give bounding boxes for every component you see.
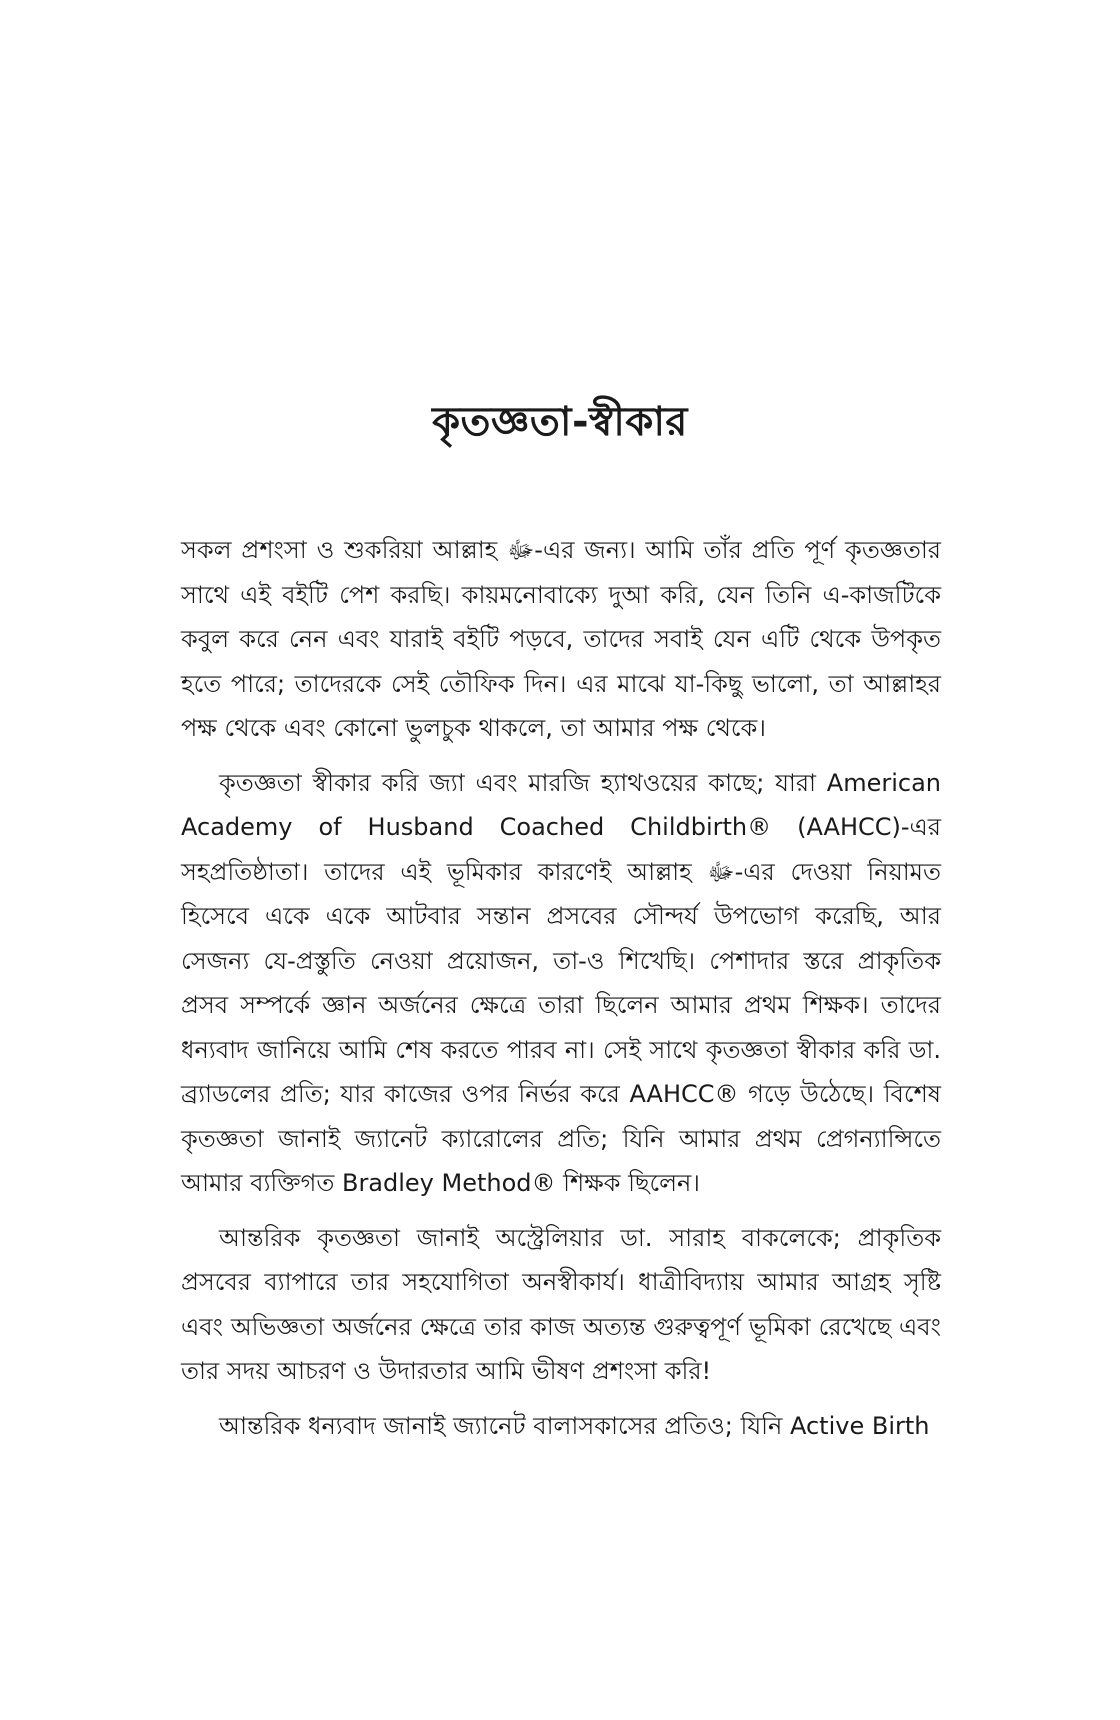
acknowledgement-body <box>181 528 941 1458</box>
paragraph-3: আন্তরিক কৃতজ্ঞতা জানাই অস্ট্রেলিয়ার ডা. সারাহ বাকলেকে; প্রাকৃতিক প্রসবের ব্যাপারে তার সহযোগিতা অনস্বীকার্য। ধাত্রীবিদ্যায় আমার আগ্রহ সৃষ্টি এবং অভিজ্ঞতা অর্জনের ক্ষেত্রে তার কাজ অত্যন্ত গুরুত্বপূর্ণ ভূমিকা রেখেছে এবং তার সদয় আচরণ ও উদারতার আমি ভীষণ প্রশংসা করি! <box>181 1223 941 1385</box>
paragraph-4: আন্তরিক ধন্যবাদ জানাই জ্যানেট বালাসকাসের প্রতিও; যিনি Active Birth <box>219 1411 930 1440</box>
paragraph-1: সকল প্রশংসা ও শুকরিয়া আল্লাহ ﷻ-এর জন্য। আমি তাঁর প্রতি পূর্ণ কৃতজ্ঞতার সাথে এই বইটি পেশ করছি। কায়মনোবাক্যে দুআ করি, যেন তিনি এ-কাজটিকে কবুল করে নেন এবং যারাই বইটি পড়বে, তাদের সবাই যেন এটি থেকে উপকৃত হতে পারে; তাদেরকে সেই তৌফিক দিন। এর মাঝে যা-কিছু ভালো, তা আল্লাহর পক্ষ থেকে এবং কোনো ভুলচুক থাকলে, তা আমার পক্ষ থেকে। <box>181 536 941 742</box>
paragraph-2: কৃতজ্ঞতা স্বীকার করি জ্যা এবং মারজি হ্যাথওয়ের কাছে; যারা American Academy of Husband Coached Childbirth® (AAHCC)-এর সহপ্রতিষ্ঠাতা। তাদের এই ভূমিকার কারণেই আল্লাহ ﷻ-এর দেওয়া নিয়ামত হিসেবে একে একে আটবার সন্তান প্রসবের সৌন্দর্য উপভোগ করেছি, আর সেজন্য যে-প্রস্তুতি নেওয়া প্রয়োজন, তা-ও শিখেছি। পেশাদার স্তরে প্রাকৃতিক প্রসব সম্পর্কে জ্ঞান অর্জনের ক্ষেত্রে তারা ছিলেন আমার প্রথম শিক্ষক। তাদের ধন্যবাদ জানিয়ে আমি শেষ করতে পারব না। সেই সাথে কৃতজ্ঞতা স্বীকার করি ডা. ব্র্যাডলের প্রতি; যার কাজের ওপর নির্ভর করে AAHCC® গড়ে উঠেছে। বিশেষ কৃতজ্ঞতা জানাই জ্যানেট ক্যারোলের প্রতি; যিনি আমার প্রথম প্রেগন্যান্সিতে আমার ব্যক্তিগত Bradley Method® শিক্ষক ছিলেন। <box>181 768 942 1197</box>
page-title: কৃতজ্ঞতা-স্বীকার <box>432 399 688 445</box>
